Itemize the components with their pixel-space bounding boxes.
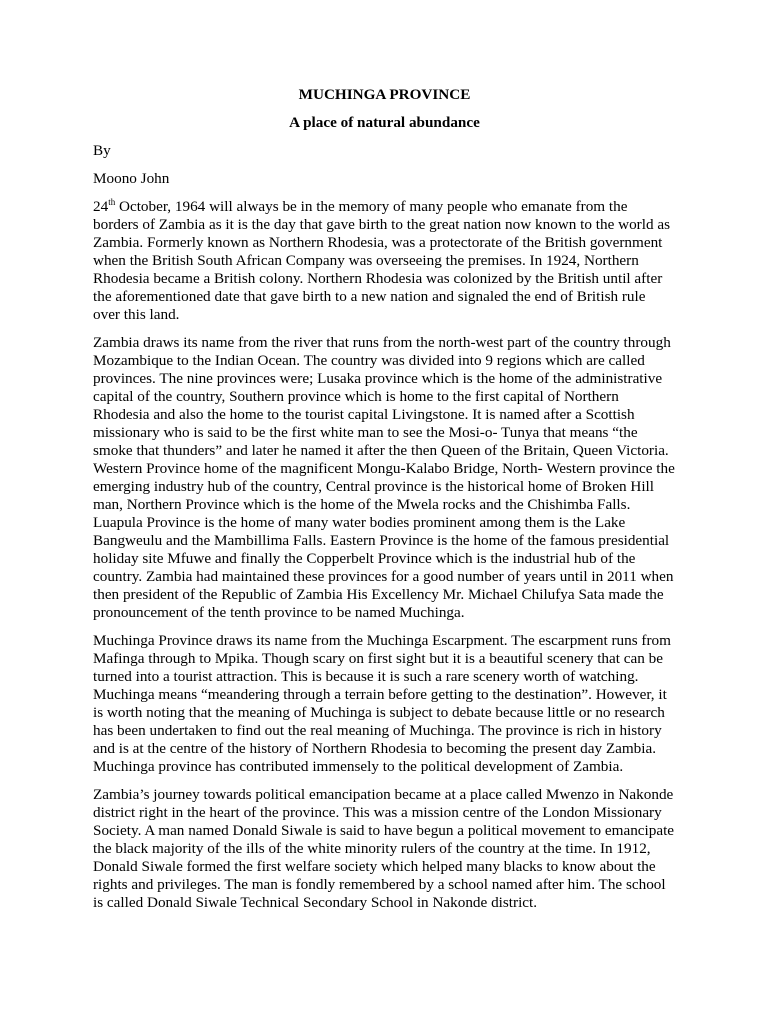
intro-text: October, 1964 will always be in the memory of many people who emanate from the borders of Zambia as it is the day that gave birth to the great nation now known to the world as Zambia. Formerly known as Northern Rhodesia, was a protectorate of the British government when the British South African Company was overseeing the premises. In 1924, Northern Rhodesia became a British colony. Northern Rhodesia was colonized by the British until after the aforementioned date that gave birth to a new nation and signaled the end of British rule over this land. — [93, 198, 670, 323]
document-subtitle: A place of natural abundance — [289, 114, 480, 131]
intro-date-superscript: th — [108, 196, 116, 207]
byline-label: By — [93, 142, 111, 159]
author-name: Moono John — [93, 170, 170, 187]
body-paragraph-political-history: Zambia’s journey towards political emancipation became at a place called Mwenzo in Nakonde district right in the heart of the province. This was a mission centre of the London Missionary Society. A man named Donald Siwale is said to have begun a political movement to emancipate the black majority of the ills of the white minority rulers of the country at the time. In 1912, Donald Siwale formed the first welfare society which helped many blacks to know about the rights and privileges. The man is fondly remembered by a school named after him. The school is called Donald Siwale Technical Secondary School in Nakonde district. — [93, 786, 675, 911]
intro-paragraph — [93, 198, 676, 324]
intro-date-day: 24 — [93, 198, 109, 215]
document-title: MUCHINGA PROVINCE — [298, 86, 471, 103]
body-paragraph-provinces: Zambia draws its name from the river that runs from the north-west part of the country through Mozambique to the Indian Ocean. The country was divided into 9 regions which are called provinces. The nine provinces were; Lusaka province which is the home of the administrative capital of the country, Southern province which is home to the first capital of Northern Rhodesia and also the home to the tourist capital Livingstone. It is named after a Scottish missionary who is said to be the first white man to see the Mosi-o- Tunya that means “the smoke that thunders” and later he named it after the then Queen of the Britain, Queen Victoria. Western Province home of the magnificent Mongu-Kalabo Bridge, North- Western province the emerging industry hub of the country, Central province is the historical home of Broken Hill man, Northern Province which is the home of the Mwela rocks and the Chishimba Falls. Luapula Province is the home of many water bodies prominent among them is the Lake Bangweulu and the Mambillima Falls. Eastern Province is the home of the famous presidential holiday site Mfuwe and finally the Copperbelt Province which is the industrial hub of the country. Zambia had maintained these provinces for a good number of years until in 2011 when then president of the Republic of Zambia His Excellency Mr. Michael Chilufya Sata made the pronouncement of the tenth province to be named Muchinga. — [93, 334, 675, 621]
body-paragraph-muchinga-name: Muchinga Province draws its name from the Muchinga Escarpment. The escarpment runs from Mafinga through to Mpika. Though scary on first sight but it is a beautiful scenery that can be turned into a tourist attraction. This is because it is such a rare scenery worth of watching. Muchinga means “meandering through a terrain before getting to the destination”. However, it is worth noting that the meaning of Muchinga is subject to debate because little or no research has been undertaken to find out the real meaning of Muchinga. The province is rich in history and is at the centre of the history of Northern Rhodesia to becoming the present day Zambia. Muchinga province has contributed immensely to the political development of Zambia. — [93, 632, 671, 775]
document-page — [93, 86, 676, 922]
